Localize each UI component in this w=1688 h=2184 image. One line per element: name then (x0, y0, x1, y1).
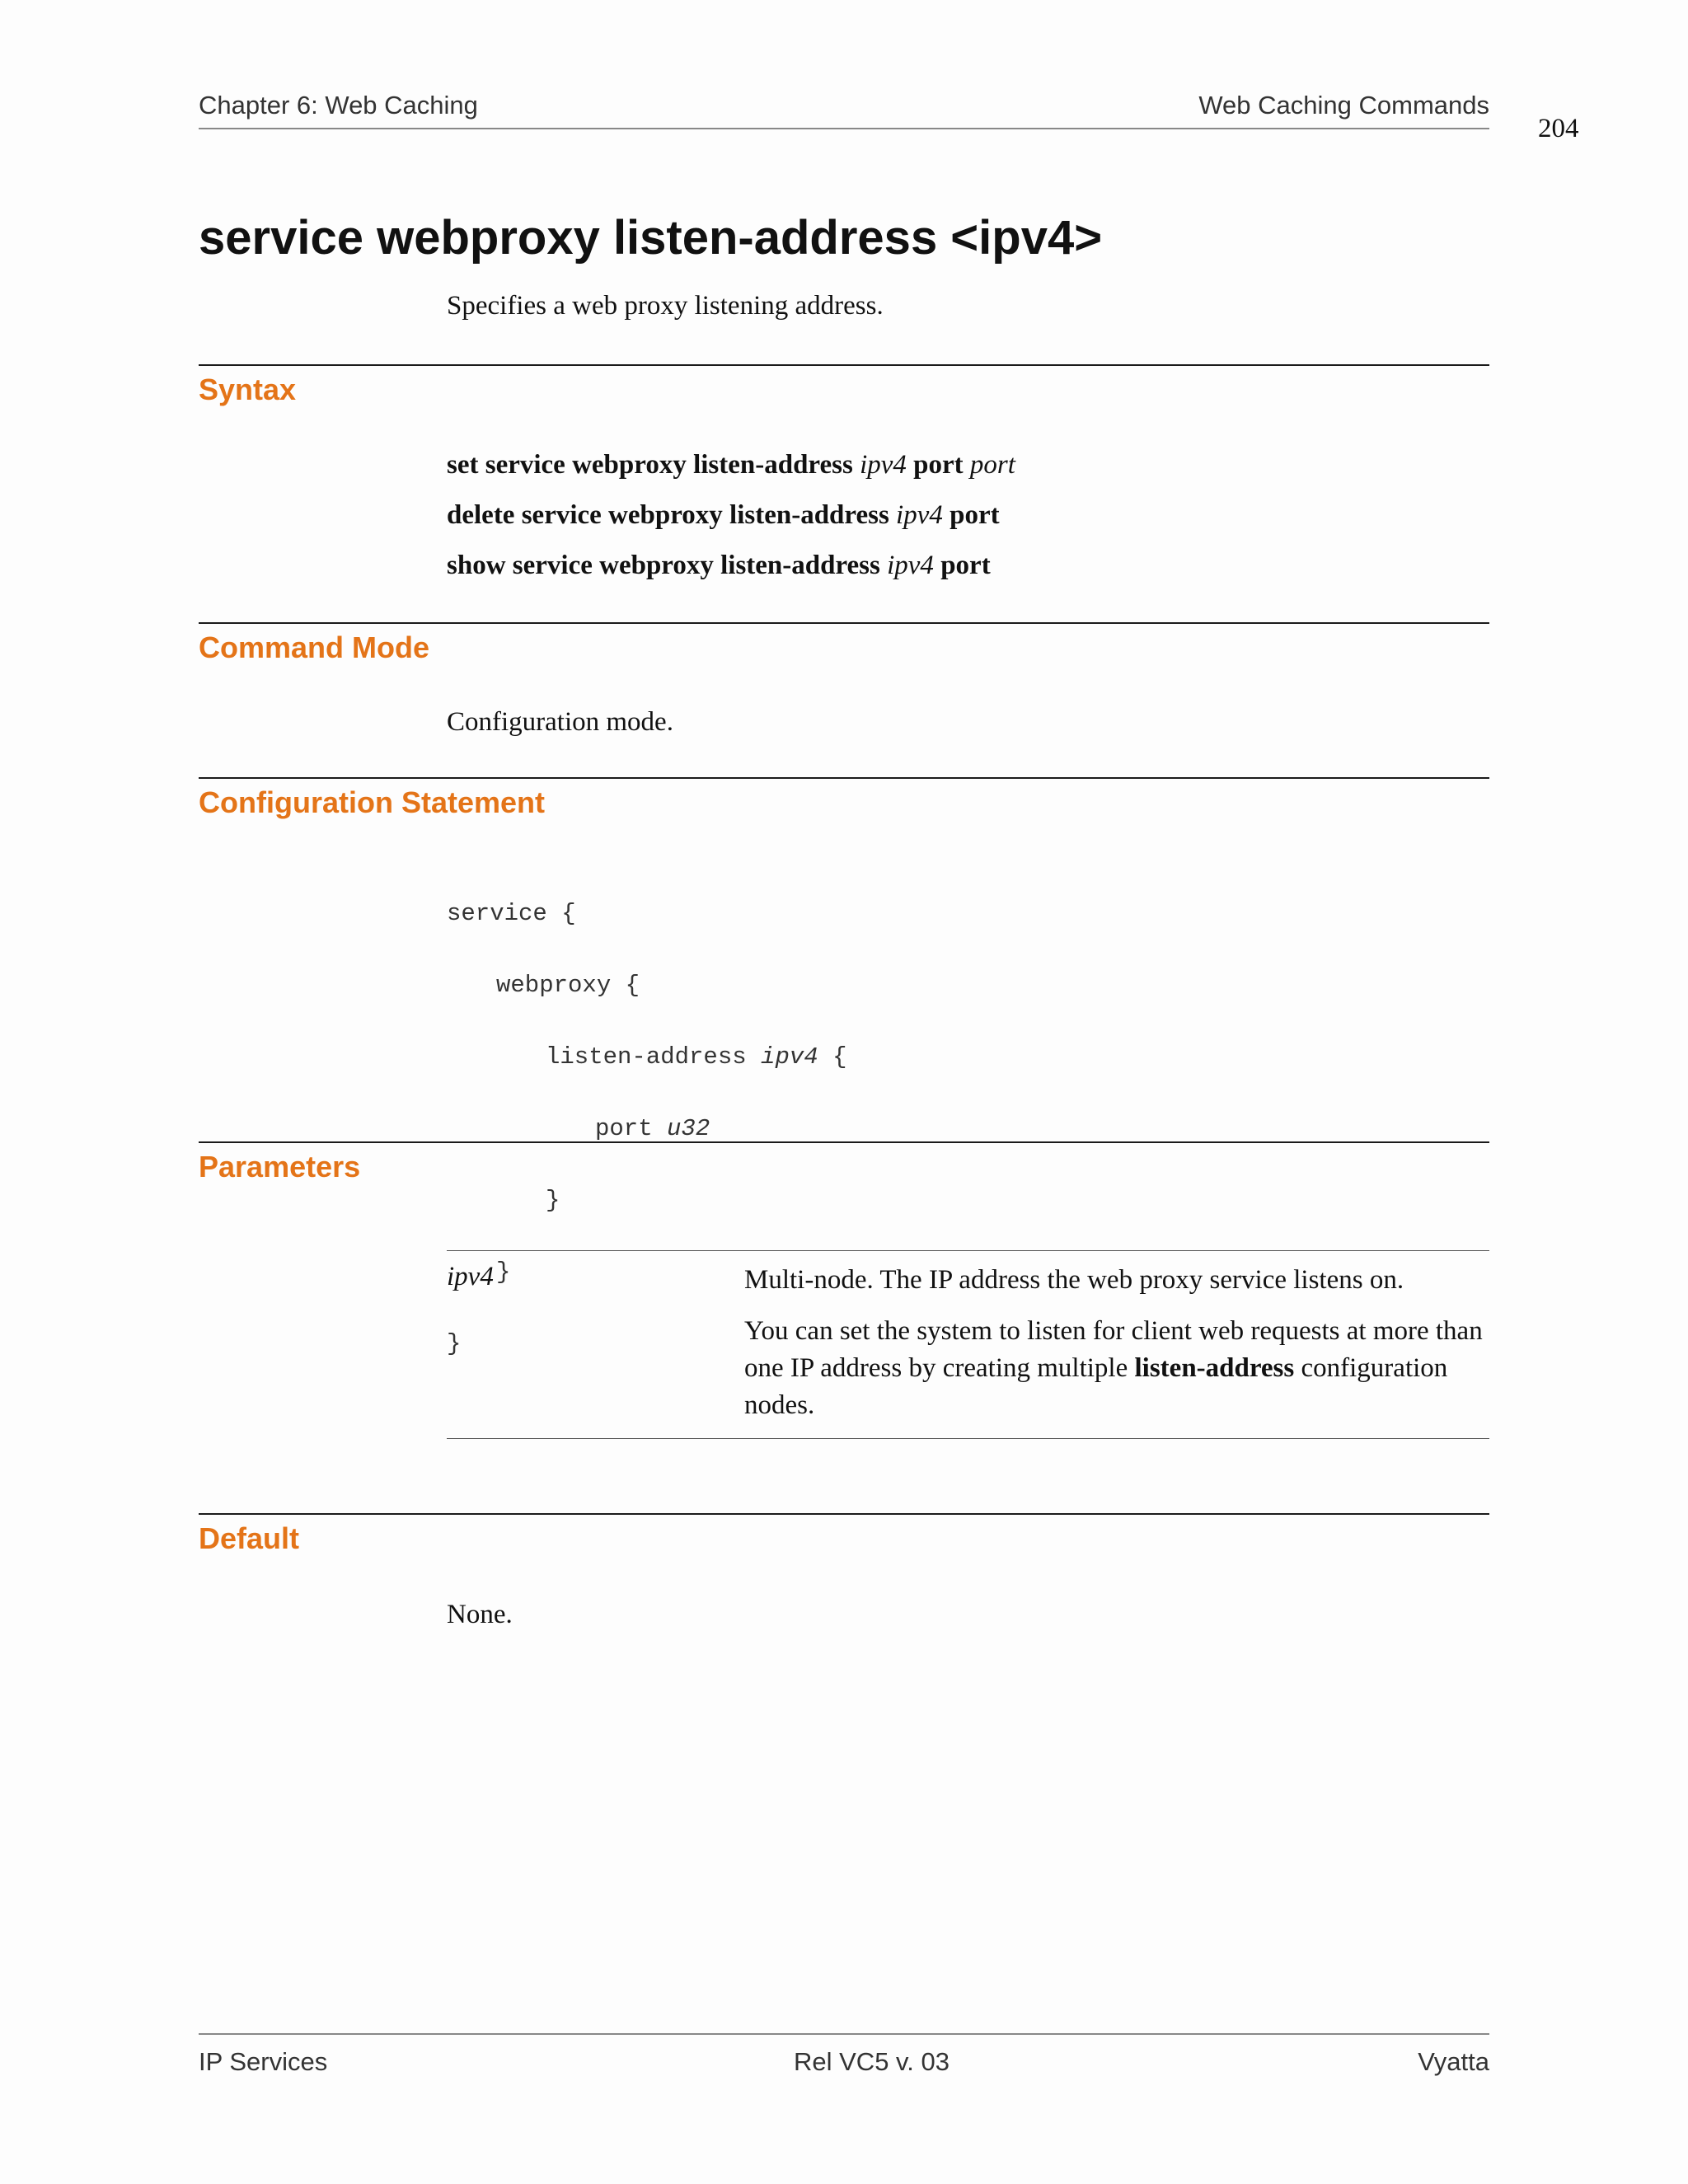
command-argument: ipv4 (896, 500, 943, 530)
footer-rule (199, 2033, 1489, 2035)
parameters-table-bottom-rule (447, 1438, 1489, 1439)
running-header-left: Chapter 6: Web Caching (199, 91, 478, 120)
section-rule (199, 777, 1489, 779)
parameter-name: ipv4 (447, 1262, 494, 1291)
configuration-statement-heading: Configuration Statement (199, 785, 545, 819)
footer-left: IP Services (199, 2047, 328, 2076)
code-text: { (818, 1043, 847, 1071)
description-keyword: listen-address (1134, 1353, 1295, 1383)
page-number: 204 (1538, 114, 1579, 143)
parameters-table-top-rule (447, 1250, 1489, 1251)
code-placeholder: ipv4 (761, 1043, 818, 1071)
command-mode-heading: Command Mode (199, 630, 430, 664)
parameter-description-paragraph (744, 1313, 1486, 1424)
description-text: You can set the system to listen for client web requests at more than one IP address by creating multiple (744, 1316, 1483, 1383)
parameter-description-line: Multi-node. The IP address the web proxy service listens on. (744, 1265, 1404, 1295)
section-rule (199, 1141, 1489, 1143)
code-line: webproxy { (496, 971, 640, 999)
footer-right: Vyatta (1418, 2047, 1489, 2076)
default-heading: Default (199, 1521, 300, 1555)
syntax-heading: Syntax (199, 373, 297, 406)
default-text: None. (447, 1600, 513, 1629)
page-title: service webproxy listen-address <ipv4> (199, 211, 1103, 265)
command-description: Specifies a web proxy listening address. (447, 291, 884, 321)
code-text: port (595, 1114, 668, 1142)
syntax-set-command (447, 450, 1015, 480)
command-argument: ipv4 (887, 551, 934, 580)
command-keyword: port (940, 551, 991, 580)
command-keyword: port (950, 500, 1000, 530)
code-line (447, 1039, 846, 1076)
syntax-delete-command (447, 500, 1000, 531)
code-text: listen-address (546, 1043, 762, 1071)
footer-center: Rel VC5 v. 03 (794, 2047, 950, 2076)
section-rule (199, 622, 1489, 624)
command-keyword: port (913, 450, 964, 480)
header-rule (199, 128, 1489, 129)
code-line: service { (447, 899, 576, 927)
parameters-heading: Parameters (199, 1150, 361, 1183)
description-text: configuration nodes. (744, 1353, 1448, 1420)
code-line: } (496, 1258, 511, 1286)
section-rule (199, 1513, 1489, 1515)
code-placeholder: u32 (667, 1114, 710, 1142)
command-argument: ipv4 (860, 450, 907, 480)
command-mode-text: Configuration mode. (447, 707, 673, 737)
command-keywords: show service webproxy listen-address (447, 551, 880, 580)
syntax-show-command (447, 551, 991, 581)
command-keywords: delete service webproxy listen-address (447, 500, 889, 530)
code-line: } (546, 1186, 560, 1214)
code-line: } (447, 1329, 462, 1357)
section-rule (199, 364, 1489, 366)
parameter-description (744, 1262, 1486, 1424)
command-argument: port (969, 450, 1015, 480)
command-keywords: set service webproxy listen-address (447, 450, 853, 480)
running-header-right: Web Caching Commands (1198, 91, 1489, 120)
